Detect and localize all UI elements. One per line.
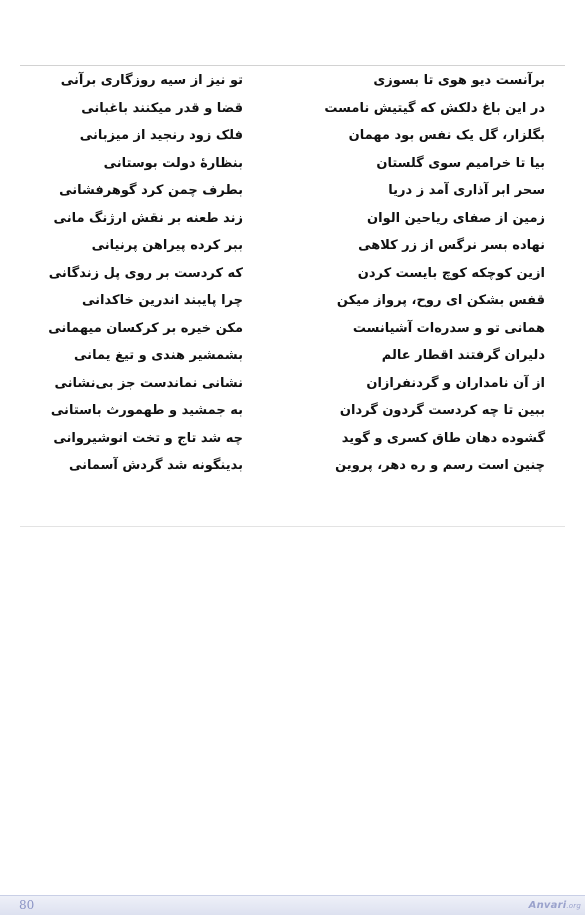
verse-row [20,151,565,179]
verse-row [20,371,565,399]
hemistich-left: قضا و قدر میکنند باغبانی [81,100,243,116]
verse-row [20,233,565,261]
hemistich-right: زمین از صفای ریاحین الوان [367,210,545,226]
page-number: 80 [19,898,35,912]
hemistich-left: چرا پایبند اندرین خاکدانی [82,293,243,308]
watermark-tld: .org [566,902,581,910]
hemistich-right: بیا تا خرامیم سوی گلستان [376,155,545,171]
verse-row [20,426,565,454]
verse-row [20,96,565,124]
hemistich-left: زند طعنه بر نقش ارژنگ مانی [53,210,243,226]
hemistich-right: سحر ابر آذاری آمد ز دریا [388,183,545,198]
hemistich-right: همانی تو و سدره‌ات آشیانست [352,320,545,336]
hemistich-left: فلک زود رنجید از میزبانی [79,128,243,143]
hemistich-right: گشوده دهان طاق کسری و گوید [341,430,545,446]
hemistich-left: بدینگونه شد گردش آسمانی [68,458,243,473]
poem [20,66,565,481]
hemistich-right: برآنست دیو هوی تا بسوزی [373,73,545,88]
hemistich-left: که کردست بر روی پل زندگانی [48,265,243,281]
hemistich-left: نشانی نماندست جز بی‌نشانی [54,375,243,391]
verse-row [20,343,565,371]
hemistich-right: دلیران گرفتند اقطار عالم [381,348,545,363]
hemistich-right: ازین کوچکه کوچ بایست کردن [357,265,545,281]
hemistich-left: مکن خیره بر کرکسان میهمانی [48,320,243,336]
verse-row [20,288,565,316]
verse-row [20,68,565,96]
hemistich-right: چنین است رسم و ره دهر، پروین [335,458,545,473]
verse-row [20,453,565,481]
hemistich-left: بطرف چمن کرد گوهرفشانی [59,183,243,198]
hemistich-right: در این باغ دلکش که گیتیش نامست [324,100,545,116]
page-footer [0,895,585,915]
verse-row [20,316,565,344]
hemistich-right: نهاده بسر نرگس از زر کلاهی [358,238,545,253]
hemistich-left: بنظارهٔ دولت بوستانی [103,155,243,171]
hemistich-right: از آن نامداران و گردنفرازان [366,375,545,391]
hemistich-left: بشمشیر هندی و تیغ یمانی [74,348,243,363]
hemistich-right: بگلزار، گل یک نفس بود مهمان [348,128,545,143]
verse-row [20,206,565,234]
verse-row [20,123,565,151]
watermark-name: Anvari [528,900,567,911]
hemistich-left: چه شد تاج و تخت انوشیروانی [53,430,243,446]
hemistich-right: ببین تا چه کردست گردون گردان [339,403,545,418]
verse-row [20,178,565,206]
poem-frame [20,65,565,527]
hemistich-left: به جمشید و طهمورث باستانی [50,403,243,418]
hemistich-left: تو نیز از سیه روزگاری برآنی [60,73,243,88]
hemistich-right: قفس بشکن ای روح، پرواز میکن [336,293,545,308]
hemistich-left: ببر کرده پیراهن پرنیانی [91,238,243,253]
verse-row [20,398,565,426]
verse-row [20,261,565,289]
watermark-logo [529,900,581,911]
